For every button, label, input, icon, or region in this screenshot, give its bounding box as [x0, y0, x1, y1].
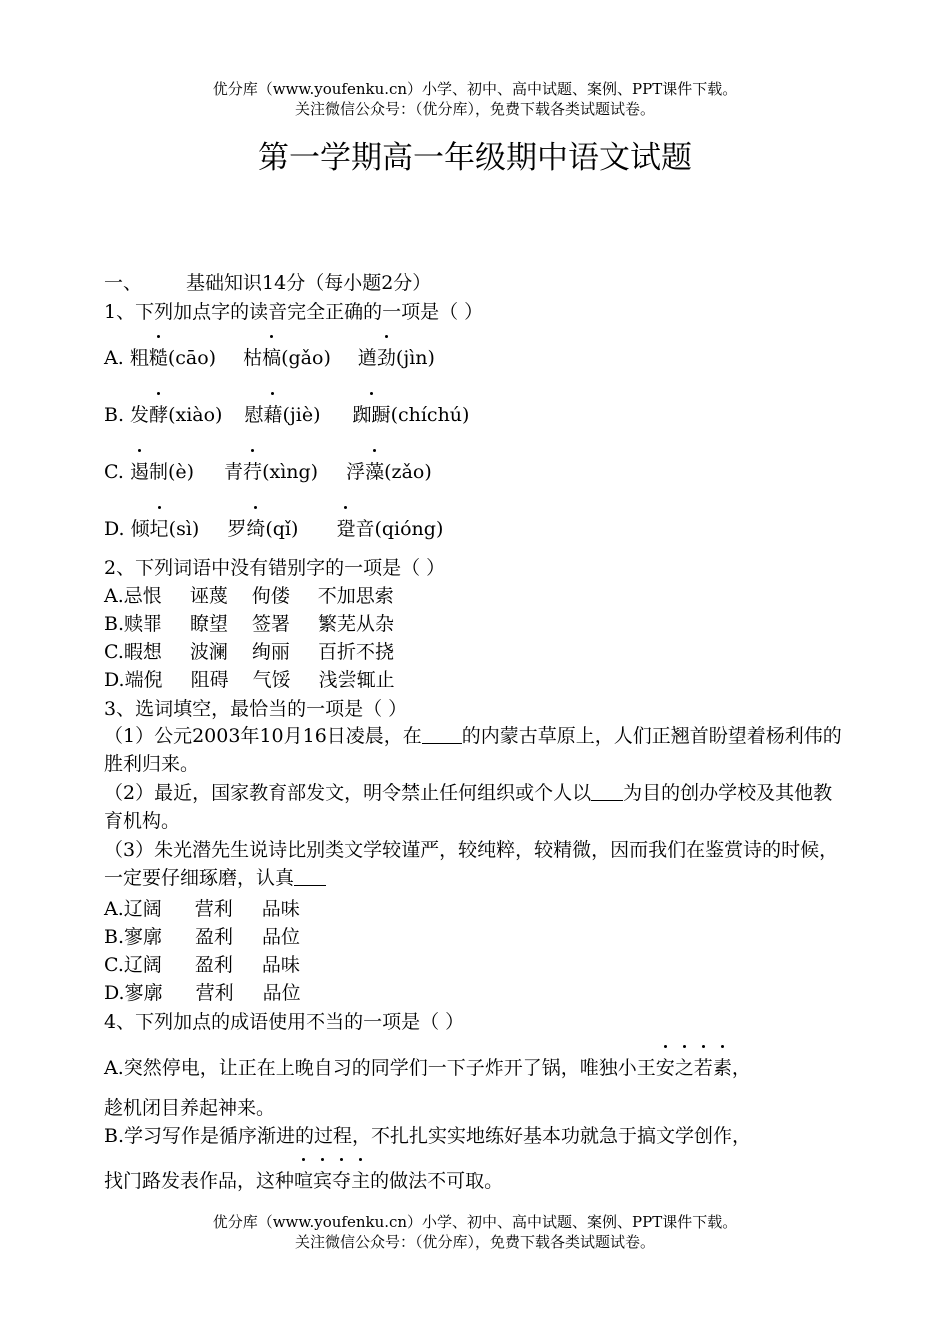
dotted-char: 绮: [246, 514, 265, 541]
dotted-char: 槁: [262, 343, 281, 370]
dotted-char: 遏: [130, 457, 149, 484]
section-number: 一、: [104, 272, 143, 294]
section-title: 基础知识14分（每小题2分）: [186, 272, 432, 294]
q3-option-a: A.辽阔 营利 品味: [104, 898, 300, 920]
question-3-stem: 3、选词填空，最恰当的一项是（ ）: [104, 698, 408, 720]
dotted-char: 跫: [336, 514, 355, 541]
q4-option-b-line1: B.学习写作是循序渐进的过程，不扎扎实实地练好基本功就急于搞文学创作，: [104, 1125, 752, 1147]
dotted-char: 荇: [243, 457, 262, 484]
dotted-char: 主: [351, 1166, 370, 1193]
question-2-stem: 2、下列词语中没有错别字的一项是（ ）: [104, 557, 446, 579]
q2-option-b: B.赎罪 瞭望 签署 繁芜从杂: [104, 613, 395, 635]
q4-option-b-line2: 找门路发表作品，这种喧宾夺主的做法不可取。: [104, 1166, 503, 1193]
question-1-stem: 1、下列加点字的读音完全正确的一项是（ ）: [104, 301, 484, 323]
dotted-char: 喧: [294, 1166, 313, 1193]
dotted-char: 酵: [149, 400, 168, 427]
q3-sentence-3: （3）朱光潜先生说诗比别类文学较谨严，较纯粹，较精微，因而我们在鉴赏诗的时候，一定要仔细琢磨，认真: [104, 839, 839, 889]
dotted-char: 藉: [263, 400, 282, 427]
q1-option-b: B. 发酵(xiào) 慰藉(jiè) 踟蹰(chíchú): [104, 400, 469, 427]
q3-option-c: C.辽阔 盈利 品味: [104, 954, 300, 976]
dotted-char: 宾: [313, 1166, 332, 1193]
dotted-char: 安: [656, 1053, 675, 1080]
q3-sentence-1: （1）公元2003年10月16日凌晨，在 的内蒙古草原上，人们正翘首盼望着杨利伟的胜利归来。: [104, 725, 842, 775]
q1-option-c: C. 遏制(è) 青荇(xìng) 浮藻(zǎo): [104, 457, 432, 484]
q2-option-a: A.忌恨 诬蔑 佝偻 不加思索: [104, 585, 394, 607]
fill-blank: [591, 782, 623, 801]
footer-line-2: 关注微信公众号：（优分库），免费下载各类试题试卷。: [294, 1233, 655, 1251]
dotted-char: 之: [675, 1053, 694, 1080]
q3-option-d: D.寥廓 营利 品位: [104, 982, 301, 1004]
footer-line-1: 优分库（www.youfenku.cn）小学、初中、高中试题、案例、PPT课件下载。: [212, 1213, 738, 1231]
q3-option-b: B.寥廓 盈利 品位: [104, 926, 301, 948]
dotted-char: 糙: [149, 343, 168, 370]
q3-sentence-2: （2）最近，国家教育部发文，明令禁止任何组织或个人以 为目的创办学校及其他教育机构。: [104, 782, 833, 832]
header-line-2: 关注微信公众号：（优分库），免费下载各类试题试卷。: [294, 100, 655, 118]
q2-option-c: C.暇想 波澜 绚丽 百折不挠: [104, 641, 394, 663]
q1-option-a: A. 粗糙(cāo) 枯槁(gǎo) 遒劲(jìn): [104, 343, 435, 370]
q2-option-d: D.端倪 阻碍 气馁 浅尝辄止: [104, 669, 395, 691]
page-title: 第一学期高一年级期中语文试题: [258, 140, 692, 176]
q4-option-a-line2: 趁机闭目养起神来。: [104, 1097, 276, 1119]
fill-blank: [422, 725, 462, 744]
dotted-char: 圮: [150, 514, 169, 541]
dotted-char: 素: [713, 1053, 732, 1080]
dotted-chars: 踟蹰: [353, 400, 391, 427]
q4-option-a-line1: A.突然停电，让正在上晚自习的同学们一下子炸开了锅，唯独小王安之若素，: [104, 1053, 751, 1080]
site-footer: [0, 1212, 950, 1252]
site-header: [0, 79, 950, 119]
dotted-char: 劲: [377, 343, 396, 370]
q1-option-d: D. 倾圮(sì) 罗绮(qǐ) 跫音(qióng): [104, 514, 443, 541]
header-line-1: 优分库（www.youfenku.cn）小学、初中、高中试题、案例、PPT课件下载。: [212, 80, 738, 98]
dotted-char: 藻: [365, 457, 384, 484]
dotted-char: 夺: [332, 1166, 351, 1193]
dotted-char: 若: [694, 1053, 713, 1080]
fill-blank: [294, 867, 326, 886]
question-4-stem: 4、下列加点的成语使用不当的一项是（ ）: [104, 1011, 465, 1033]
section-heading: [104, 268, 431, 295]
